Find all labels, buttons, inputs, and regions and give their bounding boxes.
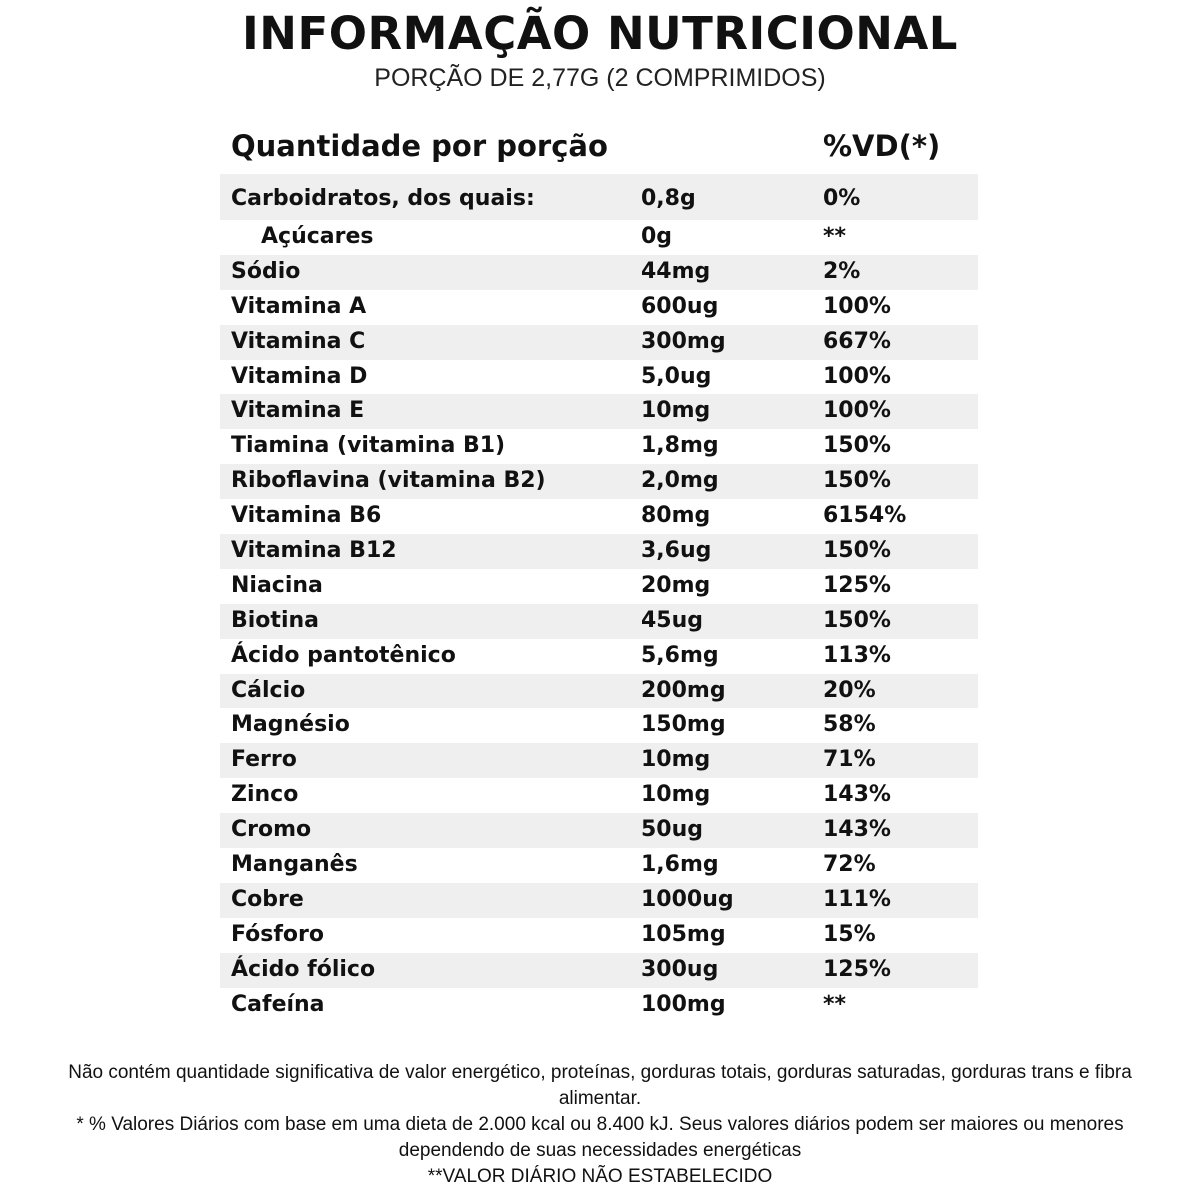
table-row	[220, 360, 978, 395]
nutrient-amount: 20mg	[641, 572, 711, 598]
nutrient-daily-value: 0%	[823, 186, 861, 211]
nutrient-name: Biotina	[231, 607, 319, 633]
nutrient-amount: 1,8mg	[641, 433, 719, 459]
table-row	[220, 394, 978, 429]
table-row	[220, 325, 978, 360]
nutrient-amount: 105mg	[641, 921, 726, 947]
nutrient-daily-value: 6154%	[823, 503, 907, 529]
nutrient-amount: 10mg	[641, 747, 711, 773]
nutrient-daily-value: 150%	[823, 538, 891, 564]
nutrient-amount: 0,8g	[641, 186, 696, 211]
nutrient-daily-value: 143%	[823, 817, 891, 843]
nutrient-name: Vitamina A	[231, 293, 367, 319]
nutrient-name: Zinco	[231, 782, 299, 808]
table-row	[220, 883, 978, 918]
nutrient-name: Cromo	[231, 817, 312, 843]
table-row	[220, 255, 978, 290]
nutrient-amount: 80mg	[641, 503, 711, 529]
table-row	[220, 848, 978, 883]
nutrient-name: Vitamina C	[231, 328, 366, 354]
table-row	[220, 220, 978, 255]
table-row	[220, 639, 978, 674]
nutrient-daily-value: 100%	[823, 363, 891, 389]
footnote-not-established: **VALOR DIÁRIO NÃO ESTABELECIDO	[427, 1166, 773, 1187]
nutrient-amount: 150mg	[641, 712, 726, 738]
nutrient-daily-value: 72%	[823, 852, 876, 878]
table-row	[220, 604, 978, 639]
nutrient-name: Tiamina (vitamina B1)	[231, 433, 506, 459]
table-row	[220, 429, 978, 464]
nutrient-amount: 300ug	[641, 956, 719, 982]
nutrient-daily-value: 111%	[823, 886, 891, 912]
page-title: INFORMAÇÃO NUTRICIONAL	[242, 7, 958, 60]
table-row	[220, 534, 978, 569]
table-row	[220, 464, 978, 499]
nutrient-amount: 1000ug	[641, 886, 734, 912]
nutrient-daily-value: 143%	[823, 782, 891, 808]
nutrient-amount: 45ug	[641, 607, 704, 633]
nutrient-daily-value: 71%	[823, 747, 876, 773]
table-row	[220, 174, 978, 220]
nutrient-amount: 300mg	[641, 328, 726, 354]
nutrient-daily-value: 113%	[823, 642, 891, 668]
nutrient-name: Ácido pantotênico	[231, 642, 456, 668]
nutrient-amount: 100mg	[641, 991, 726, 1017]
daily-value-header: %VD(*)	[823, 129, 941, 163]
nutrient-name: Vitamina E	[231, 398, 365, 424]
nutrient-amount: 5,0ug	[641, 363, 712, 389]
nutrient-daily-value: 125%	[823, 572, 891, 598]
table-row	[220, 674, 978, 709]
footnote-daily-values: * % Valores Diários com base em uma dieta de 2.000 kcal ou 8.400 kJ. Seus valores diários podem ser maiores ou menores dependendo de suas necessidades energéticas	[76, 1114, 1124, 1161]
nutrient-daily-value: 2%	[823, 258, 861, 284]
footnote-not-significant: Não contém quantidade significativa de valor energético, proteínas, gorduras totais, gorduras saturadas, gorduras trans e fibra alimentar.	[68, 1062, 1132, 1109]
nutrient-amount: 10mg	[641, 398, 711, 424]
nutrient-amount: 0g	[641, 224, 673, 249]
nutrient-daily-value: 15%	[823, 921, 876, 947]
nutrient-name: Fósforo	[231, 921, 324, 947]
nutrient-amount: 5,6mg	[641, 642, 719, 668]
nutrient-daily-value: 58%	[823, 712, 876, 738]
nutrient-daily-value: 150%	[823, 433, 891, 459]
nutrient-name: Vitamina B6	[231, 503, 382, 529]
table-row	[220, 499, 978, 534]
table-header	[0, 124, 1200, 168]
nutrient-amount: 50ug	[641, 817, 704, 843]
table-row	[220, 953, 978, 988]
table-row	[220, 708, 978, 743]
nutrient-amount: 1,6mg	[641, 852, 719, 878]
table-row	[220, 290, 978, 325]
nutrient-amount: 600ug	[641, 293, 719, 319]
nutrient-name: Niacina	[231, 572, 323, 598]
table-row	[220, 813, 978, 848]
nutrient-daily-value: **	[823, 991, 847, 1017]
nutrient-name: Riboflavina (vitamina B2)	[231, 468, 546, 494]
nutrient-amount: 200mg	[641, 677, 726, 703]
nutrient-daily-value: 125%	[823, 956, 891, 982]
nutrient-name: Manganês	[231, 852, 358, 878]
table-row	[220, 988, 978, 1023]
nutrient-amount: 2,0mg	[641, 468, 719, 494]
table-row	[220, 743, 978, 778]
nutrient-daily-value: 20%	[823, 677, 876, 703]
nutrient-amount: 10mg	[641, 782, 711, 808]
table-row	[220, 778, 978, 813]
nutrient-name: Cálcio	[231, 677, 306, 703]
nutrient-name: Carboidratos, dos quais:	[231, 186, 535, 211]
table-row	[220, 569, 978, 604]
nutrient-name: Ferro	[231, 747, 297, 773]
serving-size: PORÇÃO DE 2,77G (2 COMPRIMIDOS)	[374, 64, 826, 92]
nutrient-name: Vitamina D	[231, 363, 368, 389]
nutrient-name: Ácido fólico	[231, 956, 376, 982]
footnotes	[30, 1060, 1170, 1190]
nutrient-name: Açúcares	[261, 224, 374, 249]
nutrient-amount: 3,6ug	[641, 538, 712, 564]
nutrient-daily-value: 100%	[823, 293, 891, 319]
nutrient-daily-value: **	[823, 224, 847, 249]
nutrient-name: Cafeína	[231, 991, 325, 1017]
nutrient-name: Sódio	[231, 258, 301, 284]
nutrient-daily-value: 150%	[823, 607, 891, 633]
nutrient-daily-value: 100%	[823, 398, 891, 424]
quantity-per-serving-header: Quantidade por porção	[231, 129, 608, 163]
nutrient-amount: 44mg	[641, 258, 711, 284]
table-row	[220, 918, 978, 953]
nutrition-table	[220, 174, 978, 1022]
nutrient-name: Cobre	[231, 886, 304, 912]
nutrient-daily-value: 150%	[823, 468, 891, 494]
nutrient-daily-value: 667%	[823, 328, 891, 354]
nutrient-name: Vitamina B12	[231, 538, 397, 564]
nutrient-name: Magnésio	[231, 712, 350, 738]
